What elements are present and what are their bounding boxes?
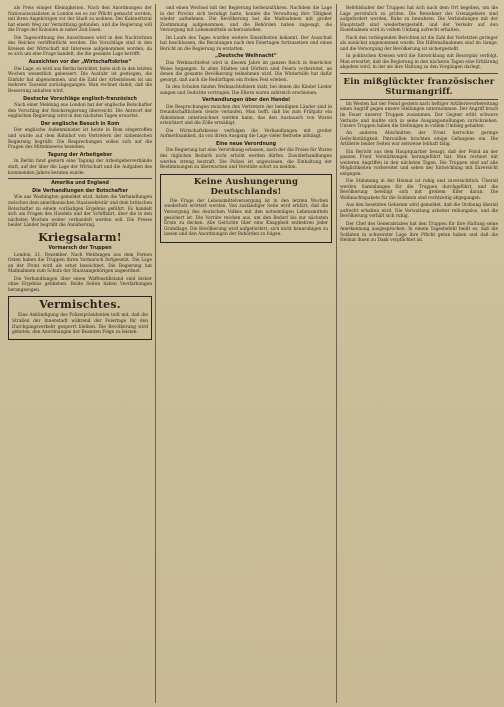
divider: [340, 73, 498, 74]
box-headline: Vermischtes.: [39, 298, 121, 312]
article-paragraph: Die Stimmung in der Heimat ist ruhig und zuversichtlich. Überall werden Sammlungen für die Truppen durchgeführt, und die Bevölkerung beteiligt sich mit großem Eifer daran. Die Weihnachtspakete für die Soldaten sind rechtzeitig abgegangen.: [340, 179, 498, 201]
subheading: Die Verhandlungen der Botschafter: [32, 188, 128, 194]
subheading: Vormarsch der Truppen: [48, 245, 112, 251]
article-paragraph: Der Chef des Generalstabes hat den Truppen für ihre Haltung seine Anerkennung ausgesprochen. In einem Tagesbefehl heißt es, daß die Soldaten in schwerster Lage ihre Pflicht getan haben und daß die Heimat ihnen zu Dank verpflichtet ist.: [340, 221, 498, 244]
subheading: Der englische Besuch in Rom: [40, 121, 120, 127]
article-paragraph: Die Wirtschaftskreise verfolgen die Verhandlungen mit großer Aufmerksamkeit, da von ihrem Ausgang die Lage vieler Betriebe abhängt.: [160, 128, 332, 140]
subheading: „Deutsche Weihnacht“: [215, 54, 277, 60]
article-paragraph: In Berlin fand gestern eine Tagung der Arbeitgeberverbände statt, auf der über die Lage der Wirtschaft und die Aufgaben des kommenden Jahres beraten wurde.: [8, 159, 152, 176]
article-paragraph: Befehlshaber der Truppen hat sich nach dem Ort begeben, um die Lage persönlich zu prüfen. Die Bewohner der Grenzgebiete sind aufgefordert worden, Ruhe zu bewahren. Die Verbindungen mit der Hauptstadt sind wiederhergestellt, und der Verkehr auf den Eisenbahnen wird in vollem Umfang aufrecht erhalten.: [340, 6, 498, 34]
column-2: [160, 6, 332, 246]
subheading: Tagung der Arbeitgeber: [47, 152, 113, 158]
article-paragraph: Die Tagesordnung des Ausschusses wird in den Nachrichten des Reiches veröffentlicht werden. Die Vorschläge sind in den Kreisen der Wirtschaft mit Interesse aufgenommen worden, da es sich um eine Frage handelt, die die gesamte Lage betrifft.: [8, 35, 152, 58]
article-paragraph: Die Besprechungen zwischen den Vertretern der beteiligten Länder sind in freundschaftlichem Geiste verlaufen. Man hofft, daß bis zum Frühjahr ein Abkommen unterzeichnet werden kann, das den Austausch von Waren erleichtert und die Zölle ermäßigt.: [160, 104, 332, 127]
article-paragraph: In politischen Kreisen wird die Entwicklung mit Besorgnis verfolgt. Man erwartet, daß die Regierung in den nächsten Tagen eine Erklärung abgeben wird, in der sie ihre Haltung zu den Vorgängen darlegt.: [340, 53, 498, 71]
subheading: Aussichten vor der „Wirtschaftskrise“: [28, 59, 132, 65]
article-paragraph: An anderen Abschnitten der Front herrschte geringe Gefechtstätigkeit. Patrouillen brachten einige Gefangene ein. Die Artillerie beider Seiten war zeitweise lebhaft tätig.: [340, 131, 498, 148]
article-paragraph: Nach den vorliegenden Berichten ist die Zahl der Verletzten geringer als zunächst angenommen wurde. Die Hilfsmaßnahmen sind im Gange, und die Versorgung der Bevölkerung ist sichergestellt.: [340, 35, 498, 52]
column-rule: [336, 4, 337, 703]
headline: Kriegsalarm!: [38, 230, 122, 244]
article-paragraph: Die Frage der Lebensmittelversorgung ist in den letzten Wochen wiederholt erörtert worden. Von zuständiger Seite wird erklärt, daß die Versorgung des deutschen Volkes mit den notwendigen Lebensmitteln gesichert ist. Die Vorräte reichen aus, um den Bedarf bis zur nächsten Ernte zu decken. Alle Gerüchte über eine Knappheit entbehren jeder Grundlage. Die Bevölkerung wird aufgefordert, sich nicht beunruhigen zu lassen und den Anordnungen der Behörden zu folgen.: [164, 198, 328, 238]
boxed-article: [160, 174, 332, 243]
box-headline: Keine Aushungerung Deutschlands!: [193, 176, 299, 197]
article-paragraph: Ein Bericht aus dem Hauptquartier besagt, daß der Feind an der ganzen Front Verstärkungen herangeführt hat. Man rechnet mit weiteren Angriffen in den nächsten Tagen. Die Truppen sind auf alle Möglichkeiten vorbereitet und sehen der Entwicklung mit Zuversicht entgegen.: [340, 149, 498, 178]
article-paragraph: Wie aus Washington gemeldet wird, haben die Verhandlungen zwischen dem amerikanischen Staatssekretär und dem britischen Botschafter zu einem vorläufigen Ergebnis geführt. Es handelt sich um Fragen des Handels und der Schiffahrt, über die in den nächsten Wochen weiter verhandelt werden soll. Die Presse beider Länder begrüßt die Annäherung.: [8, 195, 152, 229]
column-rule: [155, 4, 156, 703]
subheading: Deutsche Vorschläge englisch-französisch: [23, 96, 137, 102]
subheading: Eine neue Verordnung: [215, 141, 277, 147]
divider: [340, 99, 498, 100]
column-1: [8, 6, 152, 343]
article-paragraph: Aus den besetzten Gebieten wird gemeldet, daß die Ordnung überall aufrecht erhalten wird. Die Verwaltung arbeitet reibungslos, und die Bevölkerung verhält sich ruhig.: [340, 203, 498, 220]
article-paragraph: Eine Ankündigung des Polizeipräsidenten teilt mit, daß die Straßen der Innenstadt während der Feiertage für den Durchgangsverkehr gesperrt bleiben. Die Bevölkerung wird gebeten, den Anordnungen der Beamten Folge zu leisten.: [12, 313, 148, 336]
article-paragraph: Die Verhandlungen über einen Waffenstillstand sind bisher ohne Ergebnis geblieben. Beide Seiten haben Verstärkungen herangezogen.: [8, 276, 152, 293]
boxed-article: [8, 296, 152, 340]
article-paragraph: Im Laufe des Tages wurden weitere Einzelheiten bekannt. Der Ausschuß hat beschlossen, die Beratungen nach den Feiertagen fortzusetzen und einen Bericht an die Regierung zu erstatten.: [160, 35, 332, 52]
article-paragraph: Der englische Außenminister ist heute in Rom eingetroffen und wurde auf dem Bahnhof von Vertretern der italienischen Regierung begrüßt. Die Besprechungen sollen sich auf die Fragen des Mittelmeeres beziehen.: [8, 128, 152, 151]
article-paragraph: Nach einer Meldung aus London hat der englische Botschafter den Vorschlag der Reichsregierung überreicht. Die Antwort der englischen Regierung wird in den nächsten Tagen erwartet.: [8, 103, 152, 120]
article-paragraph: In den Schulen fanden Weihnachtsfeiern statt, bei denen die Kinder Lieder sangen und Gedichte vortrugen. Die Eltern waren zahlreich erschienen.: [160, 84, 332, 96]
headline: Ein mißglückter französischer Sturmangriff.: [343, 76, 495, 97]
article-paragraph: und einen Wechsel mit der Regierung herbeizuführen. Nachdem die Lage in der Provinz sich beruhigt hatte, konnte die Verwaltung ihre Tätigkeit wieder aufnehmen. Die Bevölkerung hat die Maßnahmen mit großer Zustimmung aufgenommen, und die Behörden haben zugesagt, die Versorgung mit Lebensmitteln sicherzustellen.: [160, 6, 332, 34]
column-3: [340, 6, 498, 246]
article-paragraph: Die Regierung hat eine Verordnung erlassen, nach der die Preise für Waren des täglichen Bedarfs nicht erhöht werden dürfen. Zuwiderhandlungen werden streng bestraft. Die Polizei ist angewiesen, die Einhaltung der Bestimmungen zu überwachen und Verstöße sofort zu melden.: [160, 148, 332, 171]
subheading: Verhandlungen über den Handel: [202, 98, 290, 104]
article-paragraph: als Preis einiger Kleinigkeiten. Nach den Anordnungen der Nationalsozialisten in London sei es zur Pflicht gemacht worden, mit ihren Angehörigen vor der Stadt zu wohnen. Der Kabinettsrat hat einem Weg zur Vermittlung gefunden, und die Regierung will die Frage der Kolonien in naher Zeit lösen.: [8, 6, 152, 34]
subheading: Amerika und England: [51, 181, 109, 187]
article-paragraph: Das Weihnachtsfest wird in diesem Jahre im ganzen Reich in feierlicher Weise begangen. In allen Städten und Dörfern sind Feiern vorbereitet, an denen die gesamte Bevölkerung teilnehmen wird. Die Winterhilfe hat dafür gesorgt, daß auch die Bedürftigen ein frohes Fest erleben.: [160, 60, 332, 83]
article-paragraph: Die Lage, so wird aus Berlin berichtet, habe sich in den letzten Wochen wesentlich gebessert. Die Ausfuhr ist gestiegen, die Einfuhr hat abgenommen, und die Zahl der Arbeitslosen ist um mehrere Tausend zurückgegangen. Man rechnet damit, daß die Besserung anhalten wird.: [8, 66, 152, 94]
divider: [8, 178, 152, 179]
article-paragraph: Im Westen hat der Feind gestern nach heftiger Artillerievorbereitung einen Angriff gegen unsere Stellungen unternommen. Der Angriff brach im Feuer unserer Truppen zusammen. Der Gegner erlitt schwere Verluste und mußte sich in seine Ausgangsstellungen zurückziehen. Unsere Truppen haben die Stellungen in vollem Umfang gehalten.: [340, 101, 498, 130]
article-paragraph: London, 21. Dezember. Nach Meldungen aus dem Fernen Osten haben die Truppen ihren Vormarsch fortgesetzt. Die Lage an der Front wird als ernst bezeichnet. Die Regierung hat Maßnahmen zum Schutz der Staatsangehörigen angeordnet.: [8, 252, 152, 275]
